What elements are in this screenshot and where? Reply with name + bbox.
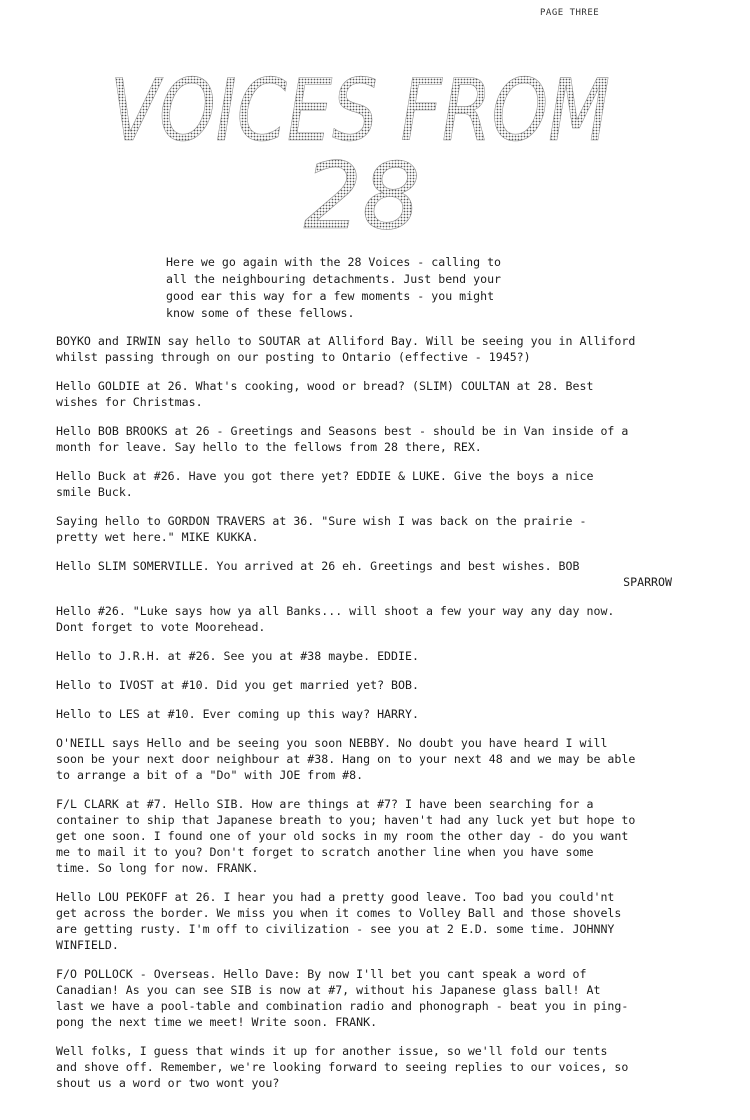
title-voices-from-28: [100, 48, 620, 248]
message-text: F/O POLLOCK - Overseas. Hello Dave: By now I'll bet you cant speak a word of Canadian! As you can see SIB is now at #7, without his Japanese glass ball! At last we have a pool-table and combination radio and phonograph - beat you in ping- pong the next time we meet! Write soon. FRANK.: [56, 967, 629, 1029]
message-text: F/L CLARK at #7. Hello SIB. How are things at #7? I have been searching for a container to ship that Japanese breath to you; haven't had any luck yet but hope to get one soon. I found one of your old socks in my room the other day - do you want me to mail it to you? Don't forget to scratch another line when you have some time. So long for now. FRANK.: [56, 797, 636, 875]
message-text: Hello BOB BROOKS at 26 - Greetings and Seasons best - should be in Van inside of a month for leave. Say hello to the fellows from 28 there, REX.: [56, 424, 629, 454]
message-paragraph: [56, 558, 686, 590]
messages-list: [56, 333, 686, 1104]
message-paragraph: [56, 378, 686, 410]
message-paragraph: [56, 796, 686, 876]
message-paragraph: [56, 513, 686, 545]
message-text: Saying hello to GORDON TRAVERS at 36. "Sure wish I was back on the prairie - pretty wet here." MIKE KUKKA.: [56, 514, 587, 544]
message-paragraph: [56, 735, 686, 783]
message-text: Hello #26. "Luke says how ya all Banks... will shoot a few your way any day now. Dont forget to vote Moorehead.: [56, 604, 615, 634]
message-text: Hello to LES at #10. Ever coming up this way? HARRY.: [56, 707, 419, 721]
message-paragraph: [56, 706, 686, 722]
title-line-28: 28: [303, 143, 421, 250]
message-paragraph: [56, 423, 686, 455]
page-number-label: PAGE THREE: [540, 8, 600, 18]
message-paragraph: [56, 333, 686, 365]
message-text: Hello to J.R.H. at #26. See you at #38 maybe. EDDIE.: [56, 649, 419, 663]
intro-paragraph: Here we go again with the 28 Voices - calling to all the neighbouring detachments. Just bend your good ear this way for a few moments - you might know some of these fellows.: [166, 255, 502, 320]
message-text: O'NEILL says Hello and be seeing you soon NEBBY. No doubt you have heard I will soon be your next door neighbour at #38. Hang on to your next 48 and we may be able to arrange a bit of a "Do" with JOE from #8.: [56, 736, 636, 782]
message-paragraph: [56, 966, 686, 1030]
message-paragraph: [56, 1043, 686, 1091]
message-paragraph: [56, 677, 686, 693]
title-line-voices-from: VOICES FROM: [110, 61, 610, 161]
message-text: Hello GOLDIE at 26. What's cooking, wood or bread? (SLIM) COULTAN at 28. Best wishes for Christmas.: [56, 379, 594, 409]
message-text: Hello LOU PEKOFF at 26. I hear you had a pretty good leave. Too bad you could'nt get across the border. We miss you when it comes to Volley Ball and those shovels are getting rusty. I'm off to civilization - see you at 2 E.D. some time. JOHNNY WINFIELD.: [56, 890, 622, 952]
message-text: Hello SLIM SOMERVILLE. You arrived at 26 eh. Greetings and best wishes. BOB: [56, 559, 580, 573]
message-paragraph: [56, 603, 686, 635]
message-text: Well folks, I guess that winds it up for another issue, so we'll fold our tents and shove off. Remember, we're looking forward to seeing replies to our voices, so shout us a word or two wont you?: [56, 1044, 629, 1090]
message-paragraph: [56, 468, 686, 500]
message-text: Hello Buck at #26. Have you got there yet? EDDIE & LUKE. Give the boys a nice smile Buck.: [56, 469, 594, 499]
message-paragraph: [56, 889, 686, 953]
message-text: BOYKO and IRWIN say hello to SOUTAR at Alliford Bay. Will be seeing you in Alliford whilst passing through on our posting to Ontario (effective - 1945?): [56, 334, 636, 364]
message-text: Hello to IVOST at #10. Did you get married yet? BOB.: [56, 678, 419, 692]
message-paragraph: [56, 648, 686, 664]
message-signature: SPARROW: [623, 575, 672, 589]
